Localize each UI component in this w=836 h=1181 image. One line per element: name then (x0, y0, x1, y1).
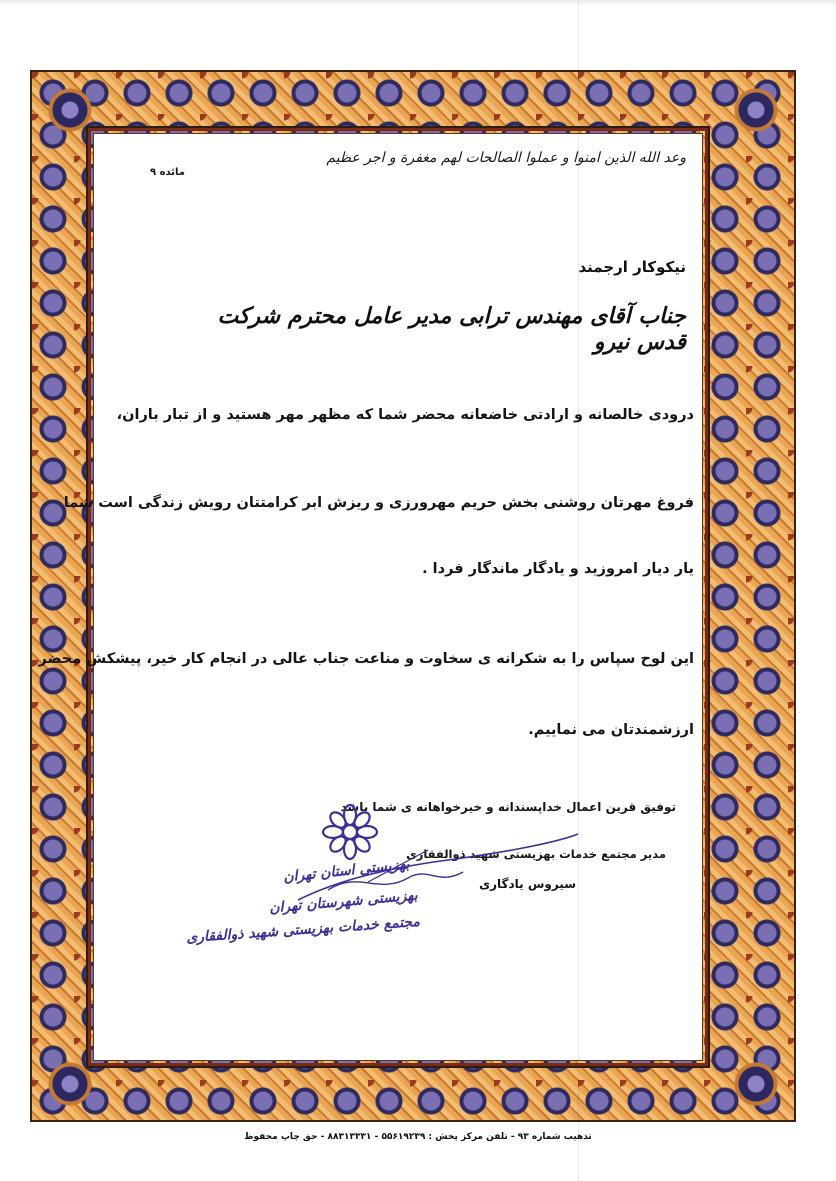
body-line: این لوح سپاس را به شکرانه ی سخاوت و مناعت جناب عالی در انجام کار خیر، پیشکش محضر (38, 651, 694, 667)
recipient-name: جناب آقای مهندس ترابی مدیر عامل محترم شرکت قدس نیرو (217, 303, 686, 355)
body-line: فروغ مهرتان روشنی بخش حریم مهرورزی و ریزش ابر کرامتتان رویش زندگی است شما (63, 495, 694, 511)
salutation: نیکوکار ارجمند (578, 258, 686, 276)
signer-title: مدیر مجتمع خدمات بهزیستی شهید ذوالفقاری (406, 847, 666, 861)
signature-icon (268, 820, 588, 930)
official-stamp (185, 800, 588, 960)
body-line: ارزشمندتان می نماییم. (528, 722, 694, 738)
body-line: یار دیار امروزید و یادگار ماندگار فردا . (422, 561, 694, 577)
closing-wish: توفیق قرین اعمال خداپسندانه و خیرخواهانه ی شما باشد (340, 800, 676, 814)
scan-edge (0, 0, 836, 6)
corner-ornament-icon (734, 88, 778, 132)
stamp-text: مجتمع خدمات بهزیستی شهید ذوالفقاری (185, 913, 421, 947)
corner-ornament-icon (48, 88, 92, 132)
scan-line (578, 0, 579, 1181)
verse-reference: مائده ۹ (150, 167, 185, 178)
printer-info: تذهیب شماره ۹۳ - تلفن مرکز پخش : ۵۵۶۱۹۲۳۹ - ۸۸۳۱۳۳۳۱ - حق چاپ محفوظ (244, 1132, 592, 1142)
signer-name: سیروس یادگاری (479, 877, 576, 891)
stamp-text: بهزیستی استان تهران (282, 856, 411, 886)
stamp-text: بهزیستی شهرستان تهران (268, 887, 419, 917)
corner-ornament-icon (734, 1062, 778, 1106)
quran-verse: وعد الله الذین امنوا و عملوا الصالحات لهم مغفرة و اجر عظیم (326, 150, 686, 166)
body-line: درودی خالصانه و ارادتی خاضعانه محضر شما که مظهر مهر هستید و از تبار باران، (116, 407, 694, 423)
corner-ornament-icon (48, 1062, 92, 1106)
